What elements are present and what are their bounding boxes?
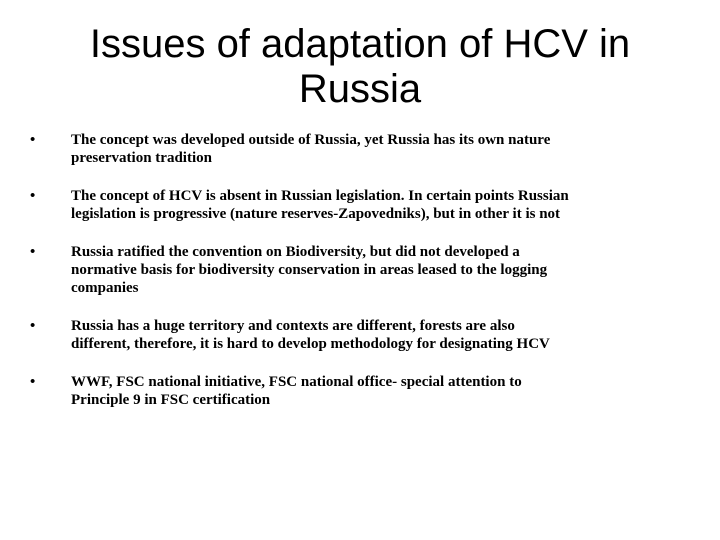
bullet-item: [30, 131, 690, 167]
bullet-line: companies: [71, 280, 139, 296]
bullet-item: [30, 243, 690, 297]
bullet-line: Russia has a huge territory and contexts are different, forests are also: [71, 318, 515, 334]
slide-title-line-2: Russia: [298, 67, 422, 111]
bullet-line: The concept was developed outside of Russia, yet Russia has its own nature: [71, 132, 551, 148]
bullet-line: Russia ratified the convention on Biodiversity, but did not developed a: [71, 244, 520, 260]
bullet-list: [30, 131, 690, 429]
bullet-dot-icon: •: [30, 244, 36, 260]
bullet-dot-icon: •: [30, 374, 36, 390]
bullet-line: The concept of HCV is absent in Russian legislation. In certain points Russian: [71, 188, 569, 204]
bullet-line: legislation is progressive (nature reserves-Zapovedniks), but in other it is not: [71, 206, 561, 222]
bullet-dot-icon: •: [30, 188, 36, 204]
bullet-dot-icon: •: [30, 318, 36, 334]
slide-title-line-1: Issues of adaptation of HCV in: [89, 22, 631, 66]
bullet-line: preservation tradition: [71, 150, 212, 166]
bullet-item: [30, 187, 690, 223]
bullet-line: normative basis for biodiversity conservation in areas leased to the logging: [71, 262, 548, 278]
bullet-line: different, therefore, it is hard to develop methodology for designating HCV: [71, 336, 550, 352]
bullet-item: [30, 373, 690, 409]
bullet-item: [30, 317, 690, 353]
bullet-line: WWF, FSC national initiative, FSC national office- special attention to: [71, 374, 522, 390]
bullet-line: Principle 9 in FSC certification: [71, 392, 271, 408]
slide-title: [60, 22, 660, 112]
bullet-dot-icon: •: [30, 132, 36, 148]
